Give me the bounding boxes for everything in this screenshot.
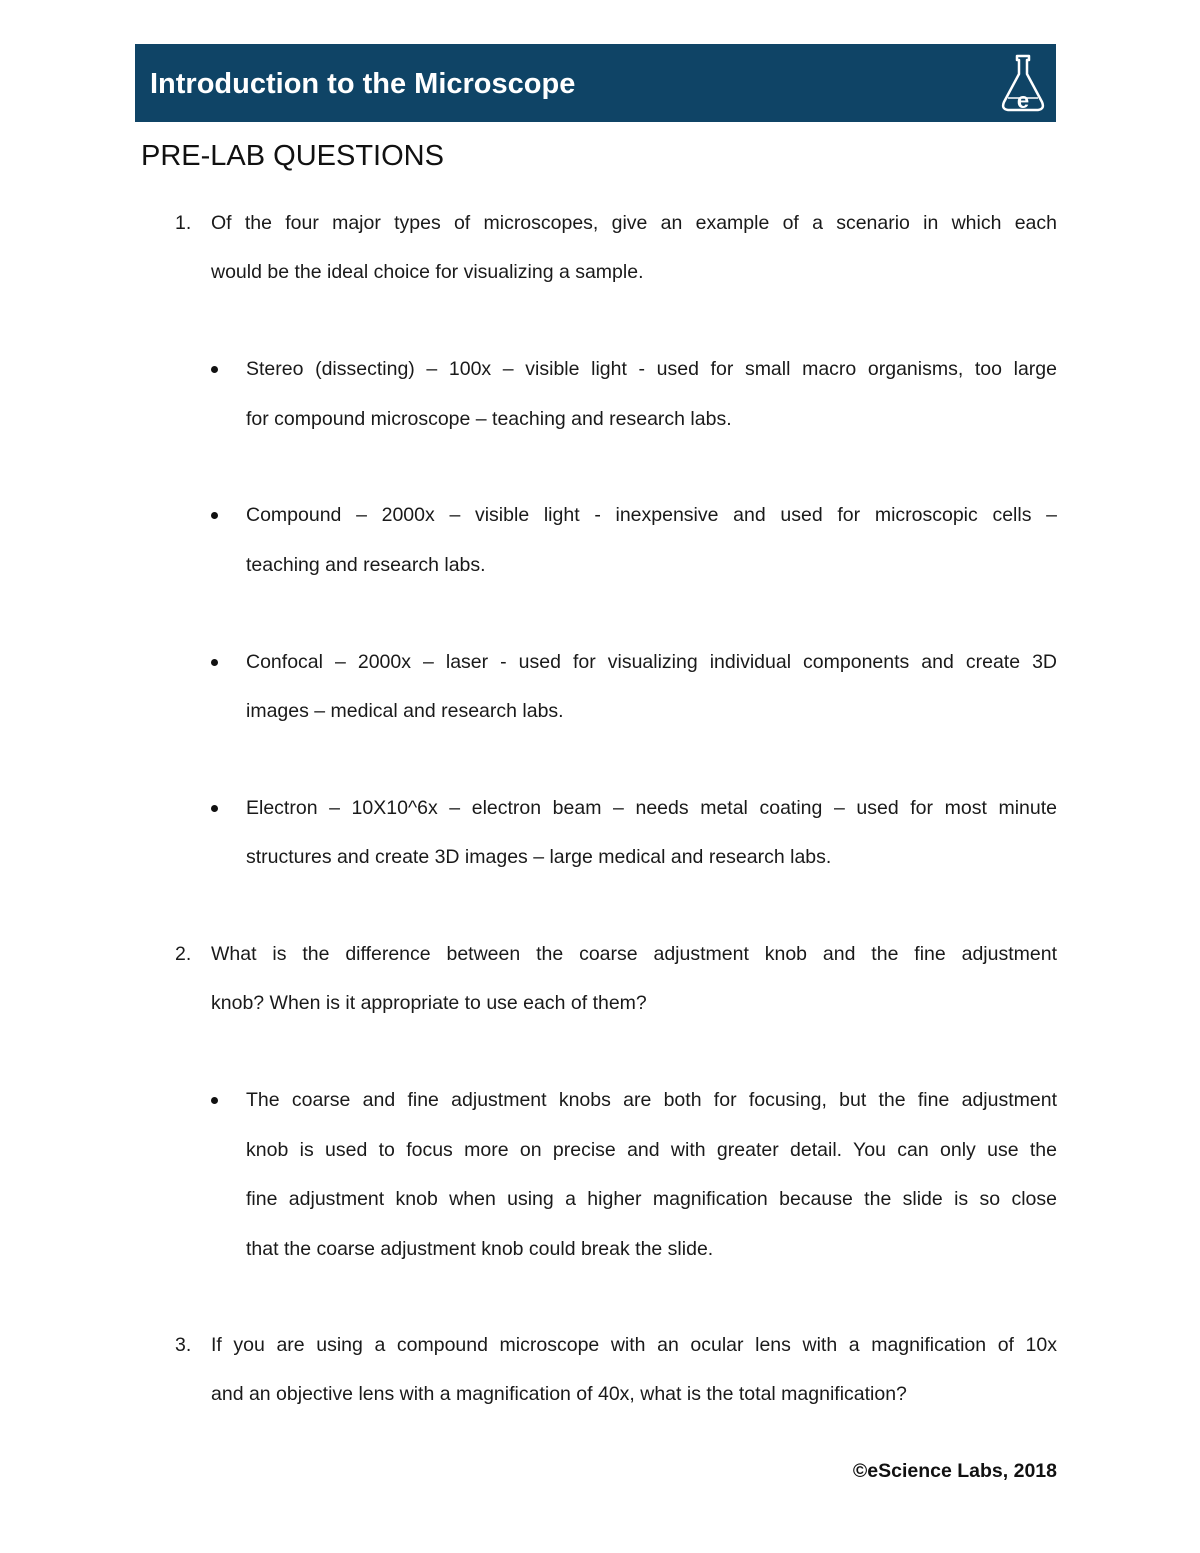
question-number: 2. (175, 943, 192, 965)
bullet-icon (211, 512, 218, 519)
question-line: If you are using a compound microscope with an ocular lens with a magnification of 10x (211, 1334, 1057, 1356)
answer-line: The coarse and fine adjustment knobs are both for focusing, but the fine adjustment (246, 1089, 1057, 1111)
bullet-icon (211, 659, 218, 666)
answer-line: knob is used to focus more on precise and with greater detail. You can only use the (246, 1139, 1057, 1161)
answer-line: images – medical and research labs. (246, 700, 564, 722)
header-banner (135, 44, 1056, 122)
answer-line: teaching and research labs. (246, 554, 486, 576)
question-number: 3. (175, 1334, 192, 1356)
bullet-icon (211, 1097, 218, 1104)
answer-line: for compound microscope – teaching and research labs. (246, 408, 732, 430)
question-line: knob? When is it appropriate to use each of them? (211, 992, 647, 1014)
answer-line: fine adjustment knob when using a higher magnification because the slide is so close (246, 1188, 1057, 1210)
answer-line: Electron – 10X10^6x – electron beam – needs metal coating – used for most minute (246, 797, 1057, 819)
question-line: Of the four major types of microscopes, give an example of a scenario in which each (211, 212, 1057, 234)
question-number: 1. (175, 212, 192, 234)
question-line: What is the difference between the coarse adjustment knob and the fine adjustment (211, 943, 1057, 965)
bullet-icon (211, 366, 218, 373)
question-line: and an objective lens with a magnification of 40x, what is the total magnification? (211, 1383, 907, 1405)
answer-line: Confocal – 2000x – laser - used for visualizing individual components and create 3D (246, 651, 1057, 673)
answer-line: Compound – 2000x – visible light - inexpensive and used for microscopic cells – (246, 504, 1057, 526)
document-title: Introduction to the Microscope (150, 68, 576, 100)
answer-line: that the coarse adjustment knob could break the slide. (246, 1238, 714, 1260)
copyright-footer: ©eScience Labs, 2018 (852, 1460, 1057, 1482)
answer-line: Stereo (dissecting) – 100x – visible light - used for small macro organisms, too large (246, 358, 1057, 380)
escience-flask-logo-icon (998, 52, 1048, 114)
bullet-icon (211, 805, 218, 812)
svg-text:e: e (1016, 88, 1030, 113)
section-title: PRE-LAB QUESTIONS (141, 140, 444, 172)
question-line: would be the ideal choice for visualizing a sample. (211, 261, 644, 283)
answer-line: structures and create 3D images – large medical and research labs. (246, 846, 832, 868)
